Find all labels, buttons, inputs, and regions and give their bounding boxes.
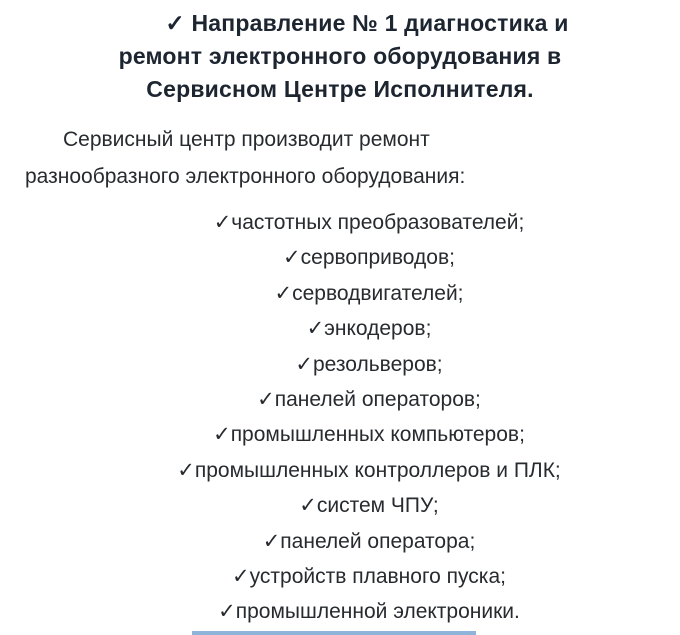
list-item <box>58 276 680 311</box>
list-item-label: систем ЧПУ; <box>316 494 439 518</box>
list-item <box>58 594 680 629</box>
check-icon: ✓ <box>232 565 250 589</box>
list-item-label: частотных преобразователей; <box>231 211 525 234</box>
list-item-label: промышленных контроллеров и ПЛК; <box>194 458 561 482</box>
list-item-label: панелей операторов; <box>274 388 481 412</box>
intro-paragraph <box>0 121 680 195</box>
list-item-label: резольверов; <box>312 352 443 376</box>
check-icon: ✓ <box>218 600 236 624</box>
list-item <box>58 559 680 594</box>
heading-line: ✓ Направление № 1 диагностика и <box>165 10 569 36</box>
intro-line: Сервисный центр производит ремонт <box>63 128 430 151</box>
list-item <box>58 417 680 452</box>
list-item-label: серводвигателей; <box>292 281 464 305</box>
list-item-label: промышленных компьютеров; <box>230 423 525 447</box>
check-icon: ✓ <box>262 529 281 553</box>
check-icon: ✓ <box>299 494 317 518</box>
list-item <box>58 347 680 382</box>
check-icon: ✓ <box>213 211 232 234</box>
check-icon: ✓ <box>257 388 275 412</box>
list-item-label: энкодеров; <box>324 317 432 341</box>
list-item <box>58 311 680 346</box>
list-item-label: сервоприводов; <box>300 246 455 270</box>
check-icon: ✓ <box>213 423 231 447</box>
bottom-blue-bar <box>192 631 476 635</box>
intro-line: разнообразного электронного оборудования: <box>25 165 466 188</box>
check-icon: ✓ <box>295 352 313 376</box>
list-item <box>58 453 680 488</box>
heading-line: Сервисном Центре Исполнителя. <box>146 76 534 102</box>
list-item <box>58 382 680 417</box>
check-icon: ✓ <box>274 281 293 305</box>
check-icon: ✓ <box>177 458 195 482</box>
list-item <box>58 205 680 240</box>
heading-line: ремонт электронного оборудования в <box>118 43 562 69</box>
list-item-label: промышленной электроники. <box>235 600 520 624</box>
section-heading <box>0 7 680 106</box>
list-item <box>58 240 680 275</box>
list-item-label: панелей оператора; <box>280 529 476 553</box>
list-item <box>58 488 680 523</box>
check-icon: ✓ <box>306 317 325 341</box>
list-item <box>58 524 680 559</box>
service-list <box>58 205 680 630</box>
list-item-label: устройств плавного пуска; <box>249 565 506 589</box>
check-icon: ✓ <box>283 246 301 270</box>
